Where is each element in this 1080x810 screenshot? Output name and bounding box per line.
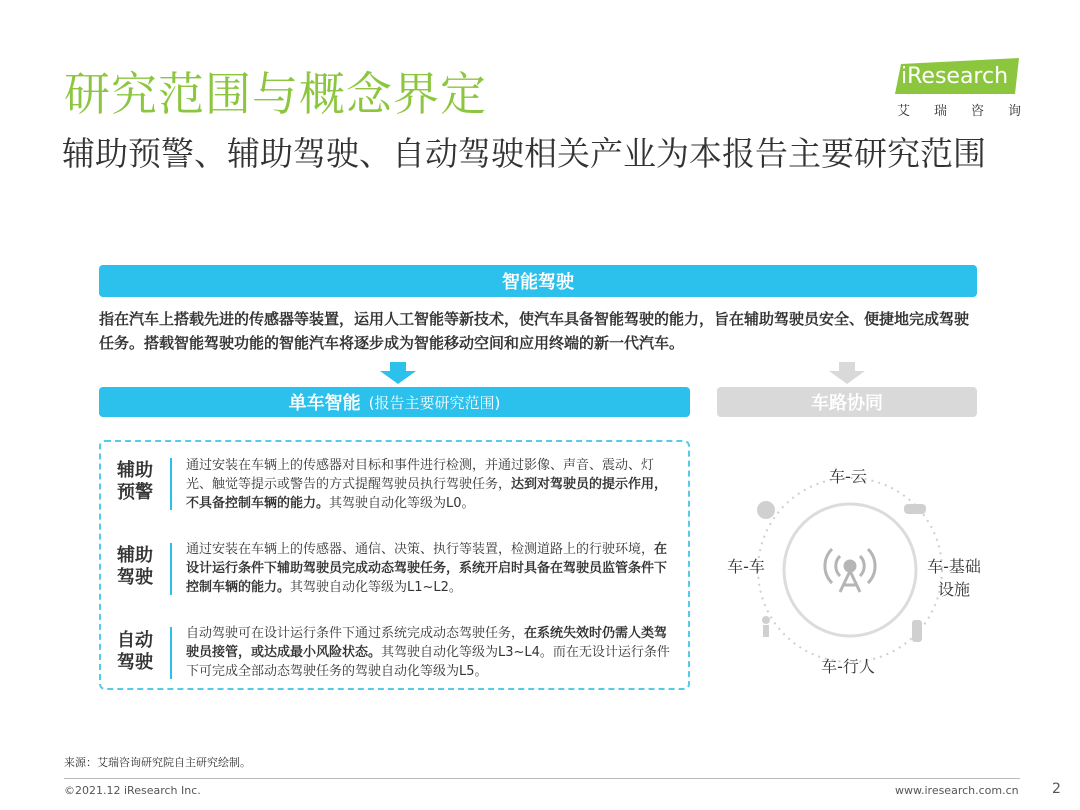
v2x-label-line: 设施 (937, 580, 970, 599)
row-divider (170, 543, 172, 595)
row-text-warning (186, 456, 676, 513)
row-label-warning (113, 460, 157, 504)
antenna-icon (825, 549, 875, 592)
smart-driving-heading: 智能驾驶 (502, 272, 574, 293)
v2x-label-vehicle: 车-车 (727, 557, 765, 576)
row-text-plain: 其驾驶自动化等级为L1~L2。 (290, 580, 462, 595)
traffic-light-icon (912, 620, 922, 642)
v2x-label-line: 车-基础 (927, 557, 981, 576)
row-text-plain: 其驾驶自动化等级为L0。 (329, 496, 475, 511)
v2x-label-pedestrian: 车-行人 (821, 657, 875, 676)
page-title: 研究范围与概念界定 (64, 67, 487, 121)
row-text-plain: 通过安装在车辆上的传感器、通信、决策、执行等装置，检测道路上的行驶环境， (186, 542, 655, 557)
row-label-line: 辅助 (117, 460, 153, 481)
row-label-line: 驾驶 (117, 567, 153, 588)
row-label-line: 自动 (117, 630, 153, 651)
logo-cn-char: 瑞 (933, 104, 949, 119)
logo-cn-char: 咨 (970, 104, 986, 119)
v2x-label-infrastructure (918, 554, 990, 600)
cooperative-heading: 车路协同 (811, 393, 883, 414)
logo-cn-char: 艾 (897, 104, 913, 119)
logo-brand-text: iResearch (901, 64, 1009, 89)
page-subtitle: 辅助预警、辅助驾驶、自动驾驶相关产业为本报告主要研究范围 (62, 134, 986, 173)
row-label-assist (113, 545, 157, 589)
row-label-line: 预警 (117, 482, 153, 503)
row-text-bold: 在设计运行条件下辅助驾驶员完成动态驾驶任务，系统开启时具备在驾驶员监管条件下控制车辆的能力。 (186, 542, 668, 595)
row-text-plain: 通过安装在车辆上的传感器对目标和事件进行检测，并通过影像、声音、震动、灯光、触觉等提示或警告的方式提醒驾驶员执行驾驶任务， (186, 458, 655, 492)
logo-cn-text (897, 100, 1023, 119)
row-label-auto (113, 630, 157, 674)
cloud-icon (757, 501, 775, 519)
row-text-bold: 达到对驾驶员的提示作用，不具备控制车辆的能力。 (186, 477, 668, 511)
v2x-label-cloud: 车-云 (829, 467, 867, 486)
row-divider (170, 458, 172, 510)
page-number: 2 (1052, 781, 1061, 797)
row-text-plain: 自动驾驶可在设计运行条件下通过系统完成动态驾驶任务， (186, 626, 525, 641)
logo-cn-char: 询 (1007, 104, 1023, 119)
cooperative-header (717, 387, 977, 417)
footer-divider (64, 778, 1020, 779)
row-text-bold: 在系统失效时仍需人类驾驶员接管，或达成最小风险状态。 (186, 626, 668, 660)
website-link[interactable]: www.iresearch.com.cn (895, 784, 1019, 797)
source-note: 来源：艾瑞咨询研究院自主研究绘制。 (64, 756, 251, 769)
single-vehicle-heading: 单车智能 (288, 393, 361, 414)
row-label-line: 辅助 (117, 545, 153, 566)
iresearch-logo (893, 58, 1023, 120)
pedestrian-icon (762, 616, 770, 637)
row-text-auto (186, 624, 676, 681)
arrow-down-icon (829, 362, 865, 384)
smart-driving-description: 指在汽车上搭载先进的传感器等装置，运用人工智能等新技术，使汽车具备智能驾驶的能力，旨在辅助驾驶员安全、便捷地完成驾驶任务。搭载智能驾驶功能的智能汽车将逐步成为智能移动空间和应用终端的新一代汽车。 (99, 310, 970, 352)
single-vehicle-header (99, 387, 690, 417)
single-vehicle-note: (报告主要研究范围) (368, 393, 501, 412)
copyright: ©2021.12 iResearch Inc. (64, 784, 201, 797)
row-text-plain: 其驾驶自动化等级为L3~L4。而在无设计运行条件下可完成全部动态驾驶任务的驾驶自动化等级为L5。 (186, 645, 670, 679)
smart-driving-header (99, 265, 977, 297)
row-text-assist (186, 540, 676, 597)
row-divider (170, 627, 172, 679)
row-label-line: 驾驶 (117, 652, 153, 673)
car-icon (904, 504, 926, 514)
arrow-down-icon (380, 362, 416, 384)
